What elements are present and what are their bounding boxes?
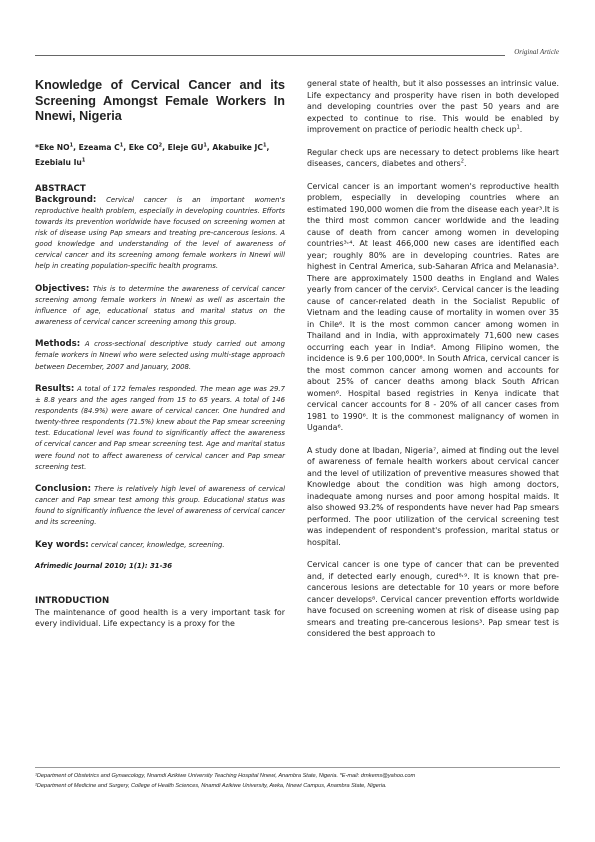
affiliation-marker: 1 [203,141,207,148]
methods-label: Methods: [35,339,81,350]
abstract-conclusion [35,484,285,529]
introduction-paragraph-2: Regular check ups are necessary to detect problems like heart diseases, cancers, diabetes and others$^2$. [307,147,559,168]
abstract-background [35,195,285,273]
abstract-keywords [35,540,285,551]
footnote-affiliation-1: ¹Department of Obstetrics and Gynaecology, Nnamdi Azikiwe University Teaching Hospital Nnewi, Anambra State, Nigeria. *E-mail: drnkems@yahoo.com [35,773,416,779]
author-name: Akabuike JC [212,142,263,152]
section-tag: Original Article [514,48,559,56]
author-list: *Eke $NO^1$, Ezeama $C^1$, Eke $CO^2$, Eleje $GU^1$, Akabuike $JC^1$, Ezebialu Iu$^1$ [35,141,270,167]
author-name: Eleje GU [167,142,204,152]
introduction-paragraph-3: Cervical cancer is an important women's reproductive health problem, especially in developing countries where an estimated 190,000 women die from the disease each year³.It is the third most common cancer worldwide and the leading cause of death from cancer among women in developing countries³˒⁴. At least 466,000 new cases are identified each year; roughly 80% are in developing countries. Rates are highest in Central America, sub-Saharan Africa and Melanasia³. There are approximately 1500 deaths in England and Wales yearly from cancer of the cervix⁵. Cervical cancer is the leading cause of cancer-related death in the Socialist Republic of Vietnam and the leading cause of mortality in women over 35 in Chile⁶. It is the most common cancer among women in Thailand and in India, with approximately 71,600 new cases occurring each year in India⁶. Among Filipino women, the incidence is 9.6 per 100,000⁶. In South Africa, cervical cancer is the most common cancer among women and accounts for about 25% of cancer deaths among black South African women⁶. Hospital based registries in Kenya indicate that cervical cancer accounts for 8 - 20% of all cancer cases from 1981 to 1990⁶. It is the commonest malignancy of women in Uganda⁶. [307,181,559,432]
introduction-paragraph-1: general state of health, but it also possesses an intrinsic value. Life expectancy and prosperity have risen in both developed and developing countries over the past 50 years and are expected to continue to rise. This would be enabled by improvement on practice of periodic health check $up^1$. [307,79,559,134]
introduction-heading: INTRODUCTION [35,595,110,606]
results-text: A total of 172 females responded. The mean age was 29.7 ± 8.8 years and the ages ranged from 15 to 65 years. A total of 146 respondents (84.9%) were aware of cervical cancer. One hundred and twenty-three respondents (71.5%) knew about the Pap smear screening test. Educational level was found to significantly affect the awareness of cervical cancer and Pap smear screening test. Age and marital status were found not to affect awareness of cervical cancer and Pap smear screening test. [35,384,285,471]
footnote-affiliation-2: ²Department of Medicine and Surgery, College of Health Sciences, Nnamdi Azikiwe University, Awka, Nnewi Campus, Anambra State, Nigeria. [35,783,387,789]
affiliation-marker: 1 [119,141,124,148]
reference-marker: 1 [516,124,520,131]
author-name: Ezebialu Iu [35,157,82,167]
background-text: Cervical cancer is an important women's reproductive health problem, especially in developing countries. Efforts towards its prevention worldwide have focused on screening women at risk of disease using Pap smears and treating pre-cancerous lesions. A good knowledge and understanding of the level of awareness of cervical cancer and its screening among female workers in Nnewi will help in creating population-specific health programs. [35,195,285,271]
background-label: Background: [35,194,97,205]
journal-citation: Afrimedic Journal 2010; 1(1): 31-36 [35,561,173,570]
affiliation-marker: 2 [158,141,163,148]
abstract-objectives [35,284,285,329]
right-column [307,78,559,651]
introduction-paragraph-4: A study done at Ibadan, Nigeria⁷, aimed at finding out the level of awareness of female health workers about cervical cancer and the level of utilization of preventive measures showed that Knowledge about the condition was high among doctors, inadequate among nurses and poor among hospital maids. It also showed 93.2% of respondents have never had Pap smears performed. The poor utilization of the cervical screening test was independent of respondent's profession, marital status or hospital. [307,445,559,547]
header-rule [35,55,505,56]
introduction-paragraph-start: The maintenance of good health is a very important task for every individual. Life expectancy is a proxy for the [35,607,285,629]
introduction-paragraph-5: Cervical cancer is one type of cancer that can be prevented and, if detected early enough, cured⁸˒⁹. It is known that pre-cancerous lesions are detectable for 10 years or more before cancer develops⁸. Cervical cancer prevention efforts worldwide have focused on screening women at risk of disease using pap smears and treating pre-cancerous lesions³. Pap smear test is considered the best approach to [307,560,559,638]
paragraph-text: general state of health, but it also possesses an intrinsic value. Life expectancy and prosperity have risen in both developed and developing countries over the past 50 years and are expected to continue to rise. This would be enabled by improvement on practice of periodic health check up [307,79,559,134]
abstract-methods [35,339,285,372]
left-column [35,78,285,641]
affiliation-marker: 1 [81,156,86,163]
results-label: Results: [35,383,75,394]
methods-text: A cross-sectional descriptive study carried out among female workers in Nnewi who were selected using multi-stage approach between December, 2007 and January, 2008. [35,340,285,371]
article-title: Knowledge of Cervical Cancer and its Screening Amongst Female Workers In Nnewi, Nigeria [35,78,285,123]
affiliation-marker: 1 [262,141,267,148]
objectives-label: Objectives: [35,283,90,294]
reference-marker: 2 [460,158,464,165]
conclusion-text: There is relatively high level of awareness of cervical cancer and Pap smear test among this group. Educational status was found to significantly influence the level of awareness of cervical cancer and its screening. [35,484,285,527]
objectives-text: This is to determine the awareness of cervical cancer screening among female workers in Nnewi as well as ascertain the influence of age, educational status and marital status on the awareness of cervical cancer screening among this group. [35,284,285,327]
keywords-label: Key words: [35,539,89,550]
conclusion-label: Conclusion: [35,483,92,494]
keywords-text: cervical cancer, knowledge, screening. [90,540,225,549]
author-name: Eke CO [128,142,159,152]
paragraph-text: Regular check ups are necessary to detect problems like heart diseases, cancers, diabetes and others [307,147,559,168]
footnotes [35,767,560,791]
author-name: *Eke NO [35,142,70,152]
author-name: Ezeama C [78,142,120,152]
abstract-results [35,384,285,473]
abstract-heading: ABSTRACT [35,183,86,194]
affiliation-marker: 1 [69,141,74,148]
